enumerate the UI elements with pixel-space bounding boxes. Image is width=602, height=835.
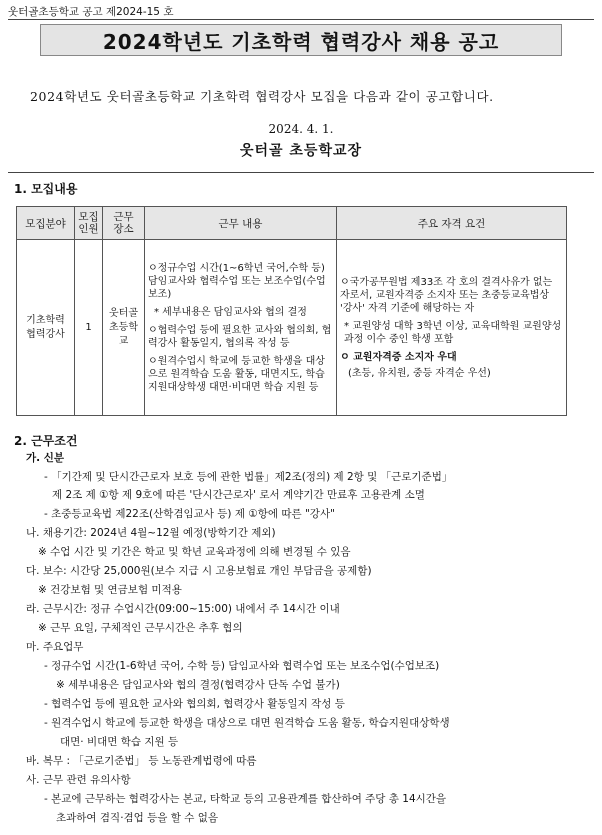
col-header-field: 모집분야 (17, 207, 75, 240)
condition-heading-hours: 라. 근무시간: 정규 수업시간(09:00~15:00) 내에서 주 14시간 이내 (26, 603, 340, 615)
announcement-date: 2024. 4. 1. (268, 122, 334, 136)
school-principal: 웃터골 초등학교장 (239, 143, 363, 159)
condition-line: 대면· 비대면 학습 지원 등 (60, 736, 179, 748)
condition-heading-notes: 사. 근무 관련 유의사항 (26, 774, 131, 786)
section-1-heading: 1. 모집내용 (14, 182, 78, 196)
table-header-row (17, 207, 567, 240)
condition-line: 초과하여 겸직·겸업 등을 할 수 없음 (56, 812, 219, 824)
section-2-heading: 2. 근무조건 (14, 434, 78, 448)
condition-note: ※ 건강보험 및 연금보험 미적용 (38, 584, 182, 596)
condition-line: - 「기간제 및 단시간근로자 보호 등에 관한 법률」제2조(정의) 제 2항 및 「근로기준법」 (44, 471, 453, 483)
qual-preferred: ㅇ 교원자격증 소지자 우대 (340, 351, 457, 363)
qual-item: ㅇ국가공무원법 제33조 각 호의 결격사유가 없는 자로서, 교원자격증 소지자 또는 초중등교육법상 '강사' 자격 기준에 해당하는 자 (340, 276, 553, 314)
condition-line: - 초중등교육법 제22조(산학겸임교사 등) 제 ①항에 따른 "강사" (44, 508, 335, 520)
condition-heading-duties: 마. 주요업무 (26, 641, 84, 653)
condition-note: ※ 세부내용은 담임교사와 협의 결정(협력강사 단독 수업 불가) (56, 679, 340, 691)
condition-note: ※ 수업 시간 및 기간은 학교 및 학년 교육과정에 의해 변경될 수 있음 (38, 546, 351, 558)
col-header-quals: 주요 자격 요건 (337, 207, 567, 240)
section-divider (8, 172, 594, 173)
cell-quals (337, 240, 567, 416)
qual-preferred-note: (초등, 유치원, 중등 자격순 우선) (348, 367, 491, 379)
document-number: 웃터골초등학교 공고 제2024-15 호 (8, 6, 174, 18)
cell-field: 기초학력 협력강사 (17, 240, 75, 416)
condition-heading-status: 가. 신분 (26, 452, 65, 464)
condition-line: 제 2조 제 ①항 제 9호에 따른 '단시간근로자' 로서 계약기간 만료후 고용관계 소멸 (52, 489, 425, 501)
duty-note: * 세부내용은 담임교사와 협의 결정 (154, 306, 307, 318)
condition-line: - 원격수업시 학교에 등교한 학생을 대상으로 대면 원격학습 도움 활동, 학습지원대상학생 (44, 717, 450, 729)
col-header-duties: 근무 내용 (145, 207, 337, 240)
col-header-place: 근무 장소 (103, 207, 145, 240)
condition-line: - 협력수업 등에 필요한 교사와 협의회, 협력강사 활동일지 작성 등 (44, 698, 345, 710)
intro-text: 2024학년도 웃터골초등학교 기초학력 협력강사 모집을 다음과 같이 공고합니다. (30, 89, 494, 104)
duty-item: ㅇ원격수업시 학교에 등교한 학생을 대상으로 원격학습 도움 활동, 대면지도, 학습지원대상학생 대면·비대면 학습 지원 등 (148, 355, 325, 393)
duty-item: ㅇ협력수업 등에 필요한 교사와 협의회, 협력강사 활동일지, 협의록 작성 등 (148, 324, 332, 349)
condition-heading-period: 나. 채용기간: 2024년 4월~12월 예정(방학기간 제외) (26, 527, 276, 539)
condition-heading-pay: 다. 보수: 시간당 25,000원(보수 지급 시 고용보험료 개인 부담금을 공제함) (26, 565, 372, 577)
cell-count: 1 (75, 240, 103, 416)
condition-heading-service: 바. 복무 : 「근로기준법」 등 노동관계법령에 따름 (26, 755, 257, 767)
duty-item: ㅇ정규수업 시간(1~6학년 국어,수학 등) 담임교사와 협력수업 또는 보조수업(수업보조) (148, 262, 326, 300)
condition-line: - 정규수업 시간(1-6학년 국어, 수학 등) 담임교사와 협력수업 또는 보조수업(수업보조) (44, 660, 440, 672)
qual-note: * 교원양성 대학 3학년 이상, 교육대학원 교원양성과정 이수 중인 학생 포함 (344, 320, 562, 345)
cell-duties (145, 240, 337, 416)
col-header-count: 모집 인원 (75, 207, 103, 240)
page-title: 2024학년도 기초학력 협력강사 채용 공고 (40, 24, 562, 56)
cell-place: 웃터골 초등학교 (103, 240, 145, 416)
recruitment-table (16, 206, 567, 416)
table-row (17, 240, 567, 416)
condition-note: ※ 근무 요일, 구체적인 근무시간은 추후 협의 (38, 622, 243, 634)
condition-line: - 본교에 근무하는 협력강사는 본교, 타학교 등의 고용관계를 합산하여 주당 총 14시간을 (44, 793, 447, 805)
top-divider (8, 19, 594, 20)
